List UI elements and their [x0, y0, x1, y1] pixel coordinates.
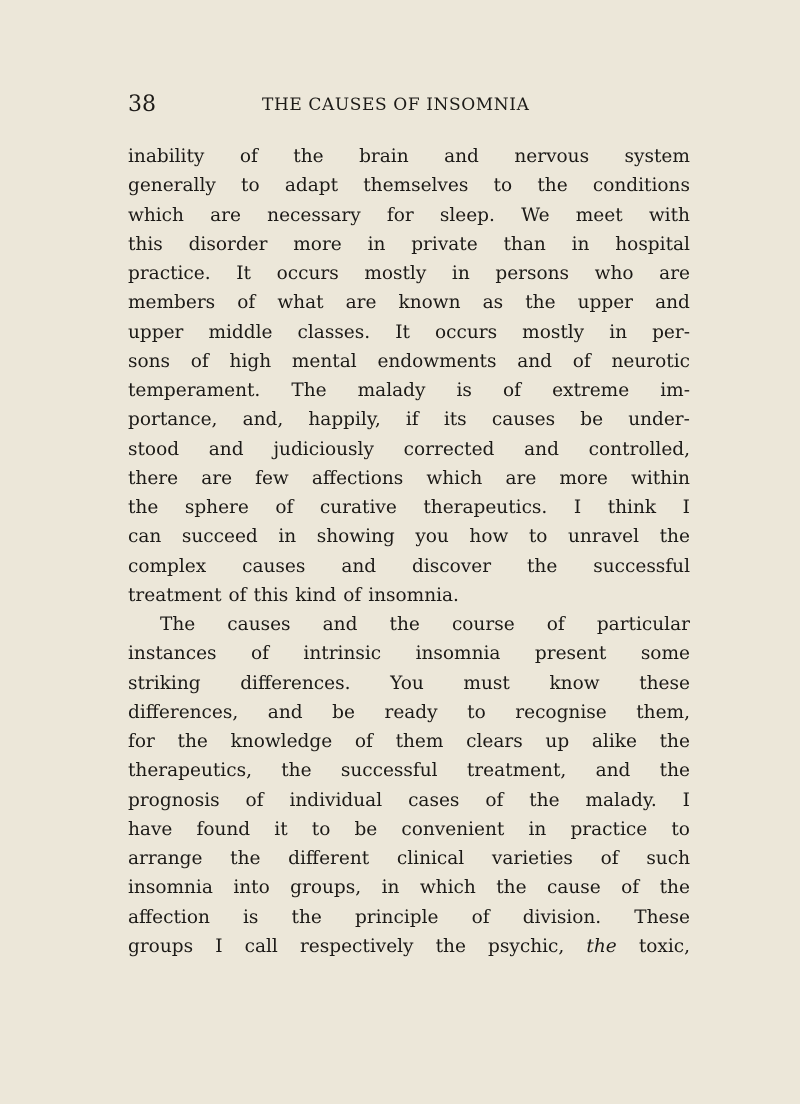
- word: differences,: [128, 701, 239, 723]
- word: differences.: [240, 672, 351, 694]
- text-line: [128, 581, 690, 610]
- word: It: [236, 263, 251, 284]
- word: hospital: [615, 233, 690, 255]
- word: in: [367, 233, 386, 255]
- word: treatment,: [466, 760, 567, 782]
- word: complex: [128, 555, 207, 577]
- word: into: [233, 877, 270, 899]
- text-line: [128, 786, 690, 815]
- word: occurs: [276, 263, 339, 284]
- word: different: [288, 848, 370, 869]
- word: and: [208, 438, 244, 460]
- word: of: [245, 789, 264, 811]
- word: of: [600, 848, 619, 869]
- word: happily,: [308, 409, 381, 431]
- word: private: [411, 233, 478, 255]
- word: in: [278, 526, 297, 548]
- word: of: [546, 614, 565, 635]
- text-line: [128, 171, 690, 200]
- word: neurotic: [611, 350, 690, 372]
- word: be: [332, 701, 355, 723]
- word: its: [443, 409, 467, 431]
- word: are: [345, 292, 377, 314]
- word: sleep.: [439, 204, 495, 226]
- word: disorder: [188, 233, 268, 255]
- word: the: [529, 789, 560, 811]
- word: stood: [128, 438, 180, 460]
- word: and: [267, 701, 303, 723]
- word: successful: [593, 555, 690, 577]
- word: under-: [628, 409, 690, 431]
- word: to: [311, 818, 331, 840]
- word: known: [398, 292, 461, 314]
- word: extreme: [552, 380, 630, 401]
- text-line: [128, 288, 690, 317]
- word: clears: [466, 731, 523, 752]
- word: what: [277, 292, 324, 314]
- word: of: [471, 906, 490, 928]
- word: the: [177, 731, 208, 752]
- text-line: [128, 230, 690, 259]
- page-header: [128, 90, 690, 120]
- word: the: [435, 935, 466, 957]
- word: I: [682, 789, 690, 811]
- word: unravel: [568, 526, 640, 548]
- word: curative: [319, 497, 397, 518]
- word: insomnia.: [368, 584, 459, 606]
- word: convenient: [401, 818, 505, 840]
- word: the: [128, 497, 159, 518]
- word: clinical: [396, 848, 465, 869]
- word: prognosis: [128, 789, 220, 811]
- word: toxic,: [638, 935, 690, 957]
- word: know: [549, 672, 600, 694]
- word: sons: [128, 350, 171, 372]
- word: endowments: [377, 350, 497, 372]
- word: them: [395, 731, 444, 752]
- page-number: 38: [128, 92, 156, 117]
- word: cases: [408, 789, 460, 811]
- word: respectively: [299, 935, 414, 957]
- word: practice.: [128, 263, 211, 284]
- word: and: [655, 292, 690, 314]
- word: the: [659, 731, 690, 752]
- word: of: [228, 584, 247, 606]
- word: ready: [384, 701, 438, 723]
- word: therapeutics.: [423, 497, 548, 518]
- word: have: [128, 818, 173, 840]
- word: more: [293, 233, 342, 255]
- text-line: [128, 142, 690, 171]
- word: the: [281, 760, 312, 782]
- word: of: [275, 497, 294, 518]
- word: more: [559, 467, 608, 489]
- word: how: [469, 526, 509, 548]
- word: controlled,: [588, 438, 690, 460]
- word: We: [521, 204, 550, 226]
- word: themselves: [363, 175, 469, 197]
- word: conditions: [592, 175, 690, 197]
- word: malady.: [585, 789, 657, 811]
- word: You: [390, 672, 424, 694]
- word: and: [517, 350, 552, 372]
- word: there: [128, 467, 179, 489]
- text-line: [128, 405, 690, 434]
- word: successful: [340, 760, 438, 782]
- word: than: [503, 233, 546, 255]
- word: the: [659, 760, 690, 782]
- word: within: [630, 467, 690, 489]
- word: groups,: [290, 877, 362, 899]
- word: varieties: [491, 848, 573, 869]
- word: them,: [636, 701, 690, 723]
- word: be: [354, 818, 378, 840]
- text-line: [128, 376, 690, 405]
- word: who: [594, 263, 634, 284]
- word: must: [463, 672, 510, 694]
- word: succeed: [181, 526, 258, 548]
- word: meet: [575, 204, 623, 226]
- text-line: [128, 756, 690, 785]
- word: this: [253, 584, 289, 606]
- word: principle: [354, 906, 439, 928]
- word: to: [241, 175, 260, 197]
- word: necessary: [267, 204, 361, 226]
- text-line: [128, 815, 690, 844]
- word: of: [621, 877, 640, 899]
- word: inability: [128, 146, 205, 167]
- word: in: [571, 233, 590, 255]
- word: corrected: [403, 438, 495, 460]
- word: which: [419, 877, 476, 899]
- word: as: [482, 292, 504, 314]
- word: of: [343, 584, 362, 606]
- word: found: [196, 818, 251, 840]
- text-line: [128, 698, 690, 727]
- word: which: [128, 204, 184, 226]
- word: per-: [652, 321, 690, 343]
- word: present: [534, 643, 607, 665]
- word: mostly: [364, 263, 427, 284]
- word: mental: [291, 350, 357, 372]
- word: malady: [357, 380, 426, 401]
- word: up: [545, 731, 570, 752]
- word: temperament.: [128, 380, 261, 401]
- word: kind: [295, 584, 337, 606]
- word: the: [230, 848, 261, 869]
- word: recognise: [515, 701, 607, 723]
- word: particular: [596, 614, 690, 635]
- word: It: [395, 321, 410, 343]
- word: high: [229, 350, 272, 372]
- word: think: [607, 497, 657, 518]
- word: to: [493, 175, 513, 197]
- word: and: [322, 614, 358, 635]
- word: mostly: [522, 321, 585, 343]
- word: arrange: [128, 848, 203, 869]
- word: members: [128, 292, 216, 314]
- word: classes.: [297, 321, 371, 343]
- word: few: [255, 467, 289, 489]
- word: persons: [495, 263, 570, 284]
- word: of: [485, 789, 504, 811]
- word: the: [525, 292, 556, 314]
- word: the: [537, 175, 568, 197]
- word: adapt: [284, 175, 339, 197]
- word: affections: [311, 467, 404, 489]
- word: insomnia: [128, 877, 213, 899]
- word: instances: [128, 643, 217, 665]
- word: im-: [660, 380, 690, 401]
- word: insomnia: [415, 643, 501, 665]
- word: are: [659, 263, 690, 284]
- word: the: [659, 526, 690, 548]
- word: judiciously: [273, 438, 374, 460]
- word: cause: [546, 877, 601, 899]
- word: alike: [591, 731, 637, 752]
- text-line: [128, 873, 690, 902]
- word: treatment: [128, 584, 222, 606]
- word: and,: [242, 409, 284, 431]
- word: the: [526, 555, 558, 577]
- word: if: [405, 409, 419, 431]
- word: intrinsic: [303, 643, 382, 665]
- word: These: [634, 906, 690, 928]
- text-line: [128, 610, 690, 639]
- word: of: [250, 643, 269, 665]
- word: and: [524, 438, 559, 460]
- word: of: [503, 380, 521, 401]
- word: with: [648, 204, 690, 226]
- word: system: [624, 146, 690, 167]
- word: it: [274, 818, 288, 840]
- text-line: [128, 669, 690, 698]
- text-line: [128, 201, 690, 230]
- word: such: [646, 848, 690, 869]
- word: division.: [522, 906, 602, 928]
- word: individual: [289, 789, 383, 811]
- word: which: [426, 467, 483, 489]
- word: in: [381, 877, 400, 899]
- text-line: [128, 552, 690, 581]
- body-text: [128, 142, 690, 961]
- word: knowledge: [230, 731, 333, 752]
- word: nervous: [514, 146, 590, 167]
- word: portance,: [128, 409, 218, 431]
- word: affection: [128, 906, 210, 928]
- word: course: [451, 614, 515, 635]
- word: some: [640, 643, 690, 665]
- word: of: [572, 350, 591, 372]
- word: and: [341, 555, 377, 577]
- word: and: [444, 146, 479, 167]
- word: the: [291, 906, 322, 928]
- word: to: [671, 818, 690, 840]
- word: in: [609, 321, 628, 343]
- running-head: THE CAUSES OF INSOMNIA: [262, 95, 530, 115]
- word: I: [682, 497, 690, 518]
- text-line: [128, 639, 690, 668]
- text-line: [128, 903, 690, 932]
- word: I: [573, 497, 582, 518]
- word: of: [190, 350, 209, 372]
- text-line: [128, 435, 690, 464]
- word: in: [451, 263, 470, 284]
- word: psychic,: [488, 935, 565, 957]
- text-line: [128, 464, 690, 493]
- word: showing: [316, 526, 395, 548]
- word: are: [505, 467, 537, 489]
- word: upper: [128, 321, 184, 343]
- text-line: [128, 493, 690, 522]
- word: in: [528, 818, 547, 840]
- word: causes: [491, 409, 556, 431]
- word: can: [128, 526, 162, 548]
- word: of: [354, 731, 373, 752]
- word: the: [389, 614, 420, 635]
- word: the: [586, 935, 617, 957]
- word: the: [293, 146, 324, 167]
- word: this: [128, 233, 163, 255]
- word: The: [160, 614, 196, 635]
- word: for: [386, 204, 414, 226]
- word: upper: [577, 292, 634, 314]
- word: of: [237, 292, 256, 314]
- word: I: [215, 935, 223, 957]
- word: middle: [208, 321, 273, 343]
- word: the: [496, 877, 527, 899]
- word: striking: [128, 672, 201, 694]
- text-line: [128, 259, 690, 288]
- text-line: [128, 347, 690, 376]
- word: generally: [128, 175, 216, 197]
- word: causes: [227, 614, 291, 635]
- word: sphere: [184, 497, 249, 518]
- word: occurs: [434, 321, 498, 343]
- word: of: [239, 146, 258, 167]
- word: therapeutics,: [128, 760, 252, 782]
- word: you: [415, 526, 449, 548]
- word: causes: [242, 555, 306, 577]
- word: the: [659, 877, 690, 899]
- text-line: [128, 318, 690, 347]
- word: The: [291, 380, 327, 401]
- word: groups: [128, 935, 194, 957]
- text-line: [128, 932, 690, 961]
- text-line: [128, 727, 690, 756]
- text-line: [128, 522, 690, 551]
- word: call: [244, 935, 278, 957]
- word: are: [201, 467, 233, 489]
- word: these: [639, 672, 690, 694]
- word: for: [128, 731, 155, 752]
- word: is: [243, 906, 259, 928]
- word: and: [595, 760, 631, 782]
- text-line: [128, 844, 690, 873]
- word: be: [580, 409, 604, 431]
- word: are: [210, 204, 241, 226]
- word: is: [456, 380, 472, 401]
- word: to: [528, 526, 548, 548]
- word: brain: [359, 146, 409, 167]
- word: to: [467, 701, 486, 723]
- word: practice: [570, 818, 648, 840]
- word: discover: [412, 555, 492, 577]
